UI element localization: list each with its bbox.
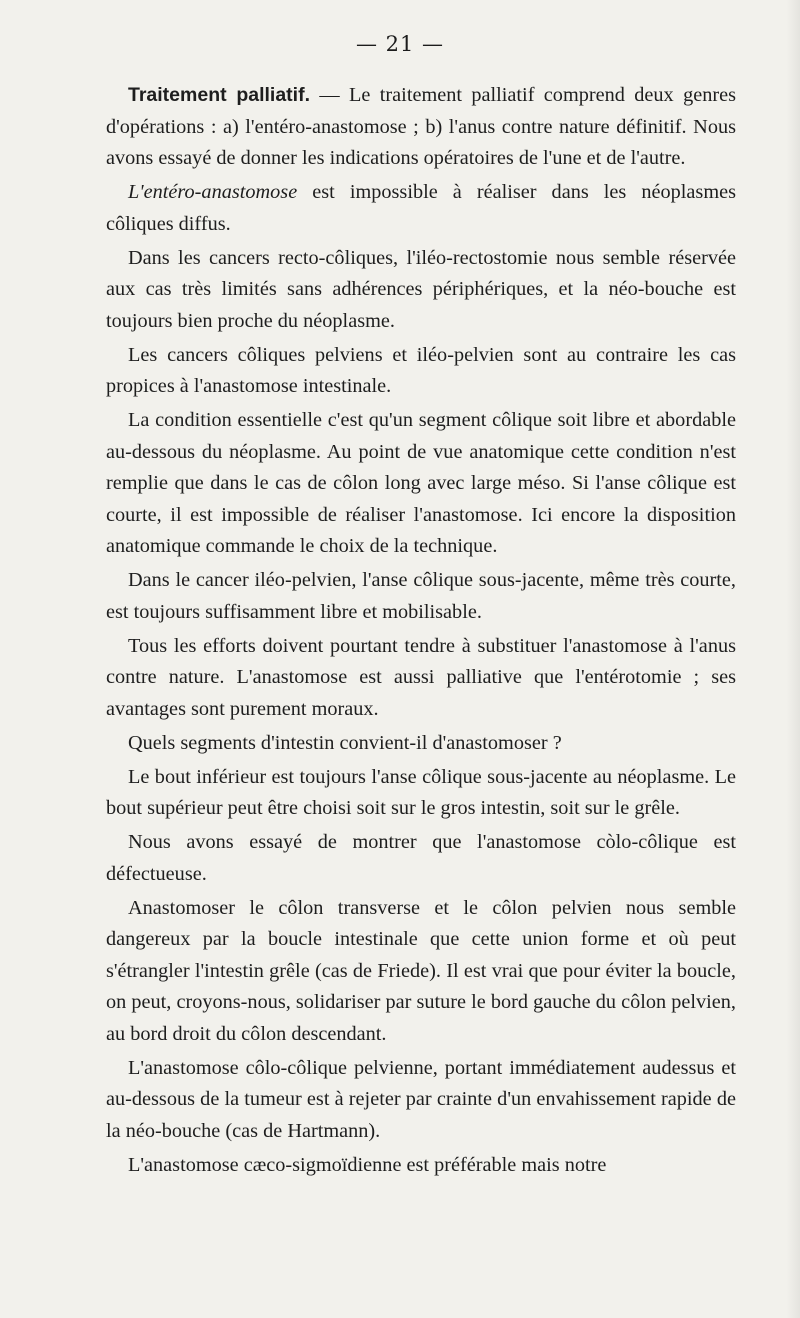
paragraph: Quels segments d'intestin convient-il d'anastomoser ? (128, 731, 562, 754)
paragraph: Anastomoser le côlon transverse et le côlon pelvien nous semble dangereux par la boucle intestinale que cette union forme et où peut s'étrangler l'intestin grêle (cas de Friede). Il est vrai que pour éviter la boucle, on peut, croyons-nous, solidariser par suture le bord gauche du côlon pelvien, au bord droit du côlon descendant. (106, 896, 736, 1045)
paragraph (106, 80, 736, 175)
paragraph: Nous avons essayé de montrer que l'anastomose còlo-côlique est défectueuse. (106, 831, 736, 885)
paragraph: Le bout inférieur est toujours l'anse côlique sous-jacente au néoplasme. Le bout supérieur peut être choisi soit sur le gros intestin, soit sur le grêle. (106, 765, 736, 819)
emphasized-term: L'entéro-anastomose (128, 181, 298, 203)
paragraph: La condition essentielle c'est qu'un segment côlique soit libre et abordable au-dessous du néoplasme. Au point de vue anatomique cette condition n'est remplie que dans le cas de côlon long avec large méso. Si l'anse côlique est courte, il est impossible de réaliser l'anastomose. Ici encore la disposition anatomique commande le choix de la technique. (106, 409, 736, 557)
paragraph: L'anastomose côlo-côlique pelvienne, portant immédiatement audessus et au-dessous de la tumeur est à rejeter par crainte d'un envahissement rapide de la néo-bouche (cas de Hartmann). (106, 1056, 736, 1142)
paragraph: L'anastomose cæco-sigmoïdienne est préférable mais notre (128, 1153, 607, 1176)
paragraph-text: est impossible à réaliser dans les néoplasmes côliques diffus. (106, 181, 736, 235)
paragraph (106, 177, 736, 240)
body-text (106, 80, 736, 1184)
paragraph: Dans le cancer iléo-pelvien, l'anse côlique sous-jacente, même très courte, est toujours suffisamment libre et mobilisable. (106, 569, 736, 623)
paragraph: Les cancers côliques pelviens et iléo-pelvien sont au contraire les cas propices à l'anastomose intestinale. (106, 343, 736, 397)
paragraph-text: — Le traitement palliatif comprend deux genres d'opérations : a) l'entéro-anastomose ; b) l'anus contre nature définitif. Nous avons essayé de donner les indications opératoires de l'une et de l'autre. (106, 84, 736, 169)
paragraph: Dans les cancers recto-côliques, l'iléo-rectostomie nous semble réservée aux cas très limités sans adhérences périphériques, et la néo-bouche est toujours bien proche du néoplasme. (106, 246, 736, 332)
section-heading: Traitement palliatif. (128, 84, 311, 106)
page-number: — 21 — (355, 32, 445, 56)
page-edge-shadow (786, 0, 800, 1318)
paragraph: Tous les efforts doivent pourtant tendre à substituer l'anastomose à l'anus contre nature. L'anastomose est aussi palliative que l'entérotomie ; ses avantages sont purement moraux. (106, 634, 736, 720)
